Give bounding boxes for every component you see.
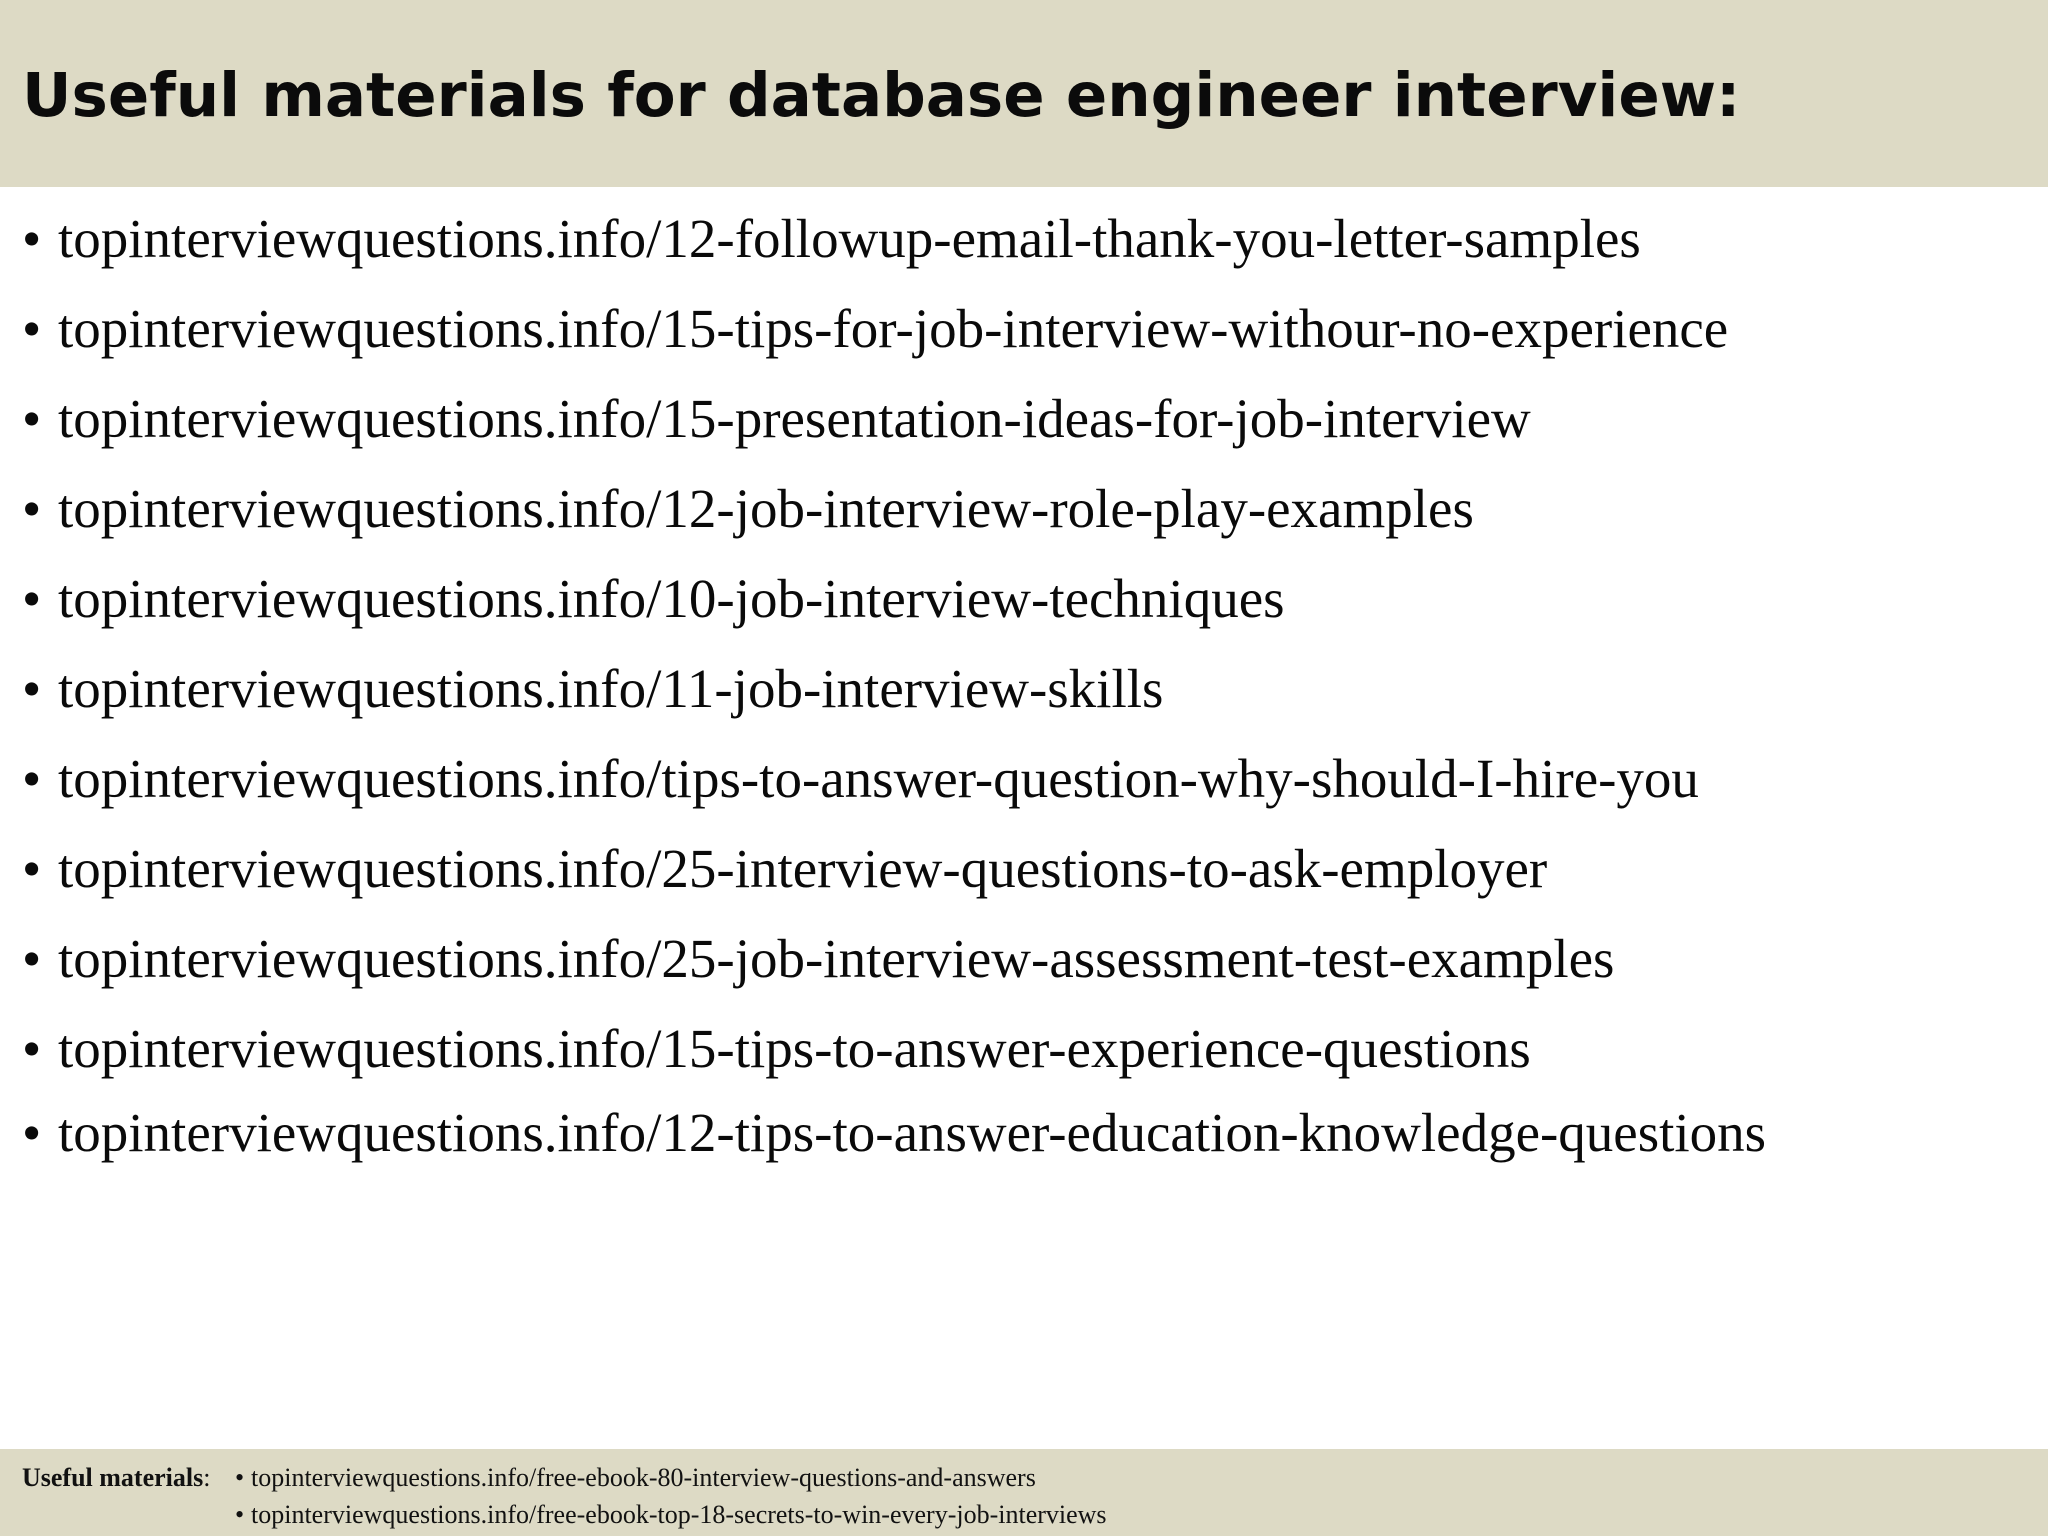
list-item[interactable] xyxy=(22,379,1531,459)
bullet-icon: • xyxy=(22,298,42,359)
title-band xyxy=(0,0,2048,187)
footer-label xyxy=(22,1459,210,1497)
link-text[interactable]: topinterviewquestions.info/tips-to-answer-question-why-should-I-hire-you xyxy=(58,748,1699,809)
footer-label-text: Useful materials xyxy=(22,1463,204,1492)
bullet-icon: • xyxy=(235,1500,245,1529)
link-text[interactable]: topinterviewquestions.info/12-followup-email-thank-you-letter-samples xyxy=(58,208,1641,269)
link-text[interactable]: topinterviewquestions.info/15-tips-to-answer-experience-questions xyxy=(58,1018,1531,1079)
bullet-icon: • xyxy=(22,1102,42,1163)
list-item[interactable] xyxy=(22,829,1547,909)
link-text[interactable]: topinterviewquestions.info/12-job-interview-role-play-examples xyxy=(58,478,1474,539)
link-text[interactable]: topinterviewquestions.info/12-tips-to-answer-education-knowledge-questions xyxy=(58,1102,1767,1163)
list-item[interactable] xyxy=(22,559,1285,639)
link-text[interactable]: topinterviewquestions.info/10-job-interview-techniques xyxy=(58,568,1285,629)
bullet-icon: • xyxy=(22,478,42,539)
list-item[interactable] xyxy=(22,199,1641,279)
list-item[interactable] xyxy=(22,739,1699,819)
bullet-icon: • xyxy=(22,1018,42,1079)
footer-link-item[interactable] xyxy=(235,1459,1036,1497)
bullet-icon: • xyxy=(22,928,42,989)
bullet-icon: • xyxy=(22,208,42,269)
list-item[interactable] xyxy=(22,649,1163,729)
list-item[interactable] xyxy=(22,1093,1766,1173)
bullet-icon: • xyxy=(235,1463,245,1492)
footer-link-item[interactable] xyxy=(235,1496,1107,1534)
footer-link-text[interactable]: topinterviewquestions.info/free-ebook-top-18-secrets-to-win-every-job-interviews xyxy=(251,1500,1107,1529)
list-item[interactable] xyxy=(22,469,1474,549)
list-item[interactable] xyxy=(22,289,1728,369)
link-text[interactable]: topinterviewquestions.info/15-tips-for-job-interview-withour-no-experience xyxy=(58,298,1729,359)
list-item[interactable] xyxy=(22,1009,1531,1089)
footer-colon: : xyxy=(203,1463,211,1492)
bullet-icon: • xyxy=(22,388,42,449)
link-text[interactable]: topinterviewquestions.info/25-interview-questions-to-ask-employer xyxy=(58,838,1548,899)
slide-title: Useful materials for database engineer interview: xyxy=(22,60,1741,131)
footer-band xyxy=(0,1449,2048,1536)
link-text[interactable]: topinterviewquestions.info/11-job-interview-skills xyxy=(58,658,1164,719)
bullet-icon: • xyxy=(22,658,42,719)
bullet-icon: • xyxy=(22,748,42,809)
bullet-icon: • xyxy=(22,838,42,899)
link-text[interactable]: topinterviewquestions.info/15-presentation-ideas-for-job-interview xyxy=(58,388,1531,449)
link-text[interactable]: topinterviewquestions.info/25-job-interview-assessment-test-examples xyxy=(58,928,1615,989)
footer-link-text[interactable]: topinterviewquestions.info/free-ebook-80-interview-questions-and-answers xyxy=(251,1463,1036,1492)
bullet-icon: • xyxy=(22,568,42,629)
list-item[interactable] xyxy=(22,919,1614,999)
